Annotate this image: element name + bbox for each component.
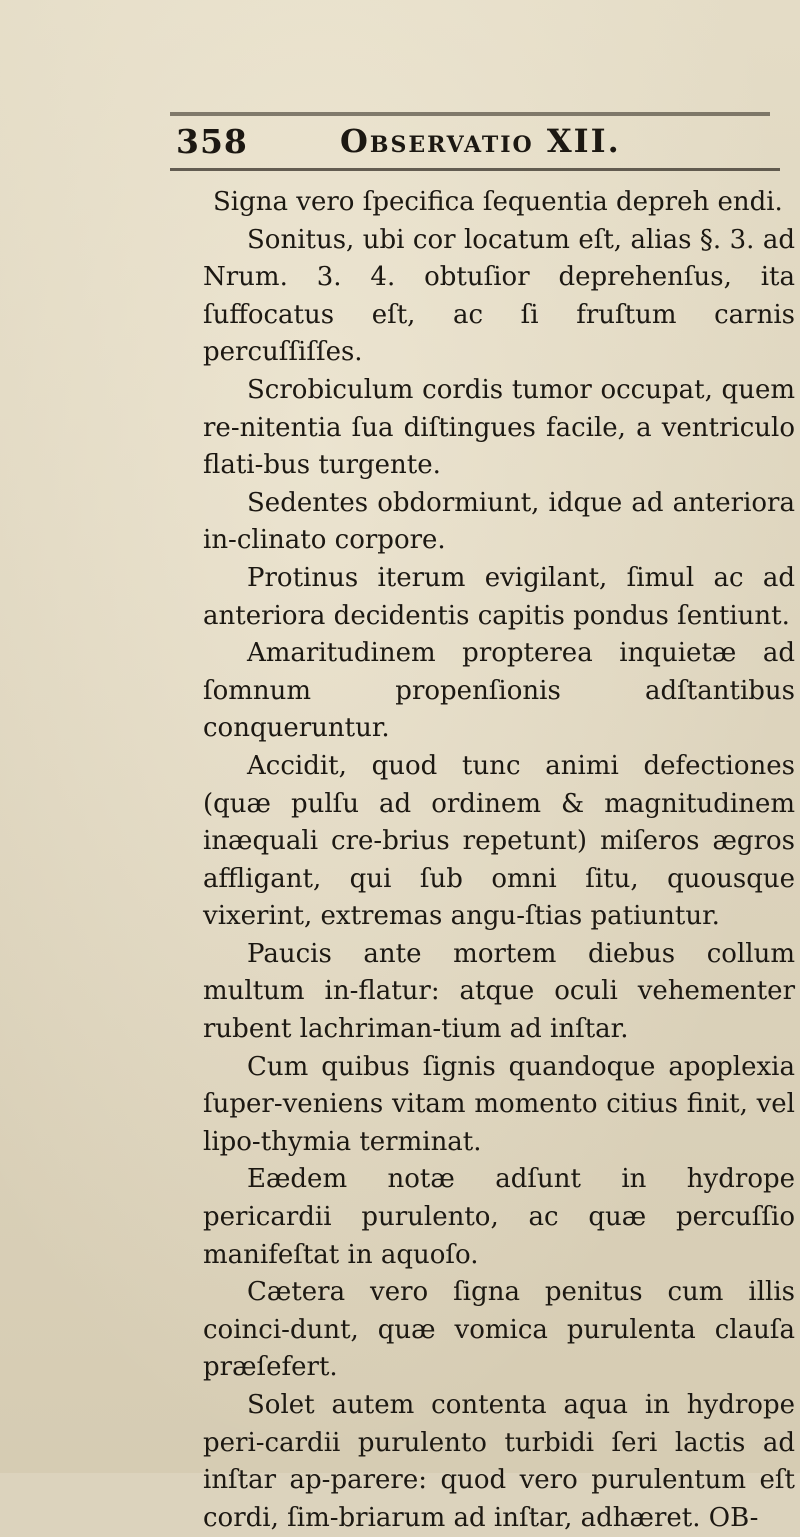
paragraph: Sedentes obdormiunt, idque ad anteriora in-clinato corpore. <box>203 487 795 556</box>
running-title: Observatio XII. <box>340 122 621 160</box>
paragraph: Solet autem contenta aqua in hydrope peri-cardii purulento turbidi ſeri lactis ad inſtar ap-parere: quod vero purulentum eſt cordi, ſim-briarum ad inſtar, adhæret. OB- <box>203 1390 795 1533</box>
header-rule <box>170 168 780 171</box>
paragraph: Cum quibus ſignis quandoque apoplexia ſuper-veniens vitam momento citius finit, vel lipo-thymia terminat. <box>203 1051 795 1157</box>
paragraph: Sonitus, ubi cor locatum eſt, alias §. 3. ad Nrum. 3. 4. obtuſior deprehenſus, ita ſuffocatus eſt, ac ſi fruſtum carnis percuſſiſſes. <box>203 224 795 368</box>
page-header <box>176 122 736 168</box>
paragraph: Accidit, quod tunc animi defectiones (quæ pulſu ad ordinem & magnitudinem inæquali cre-brius repetunt) miſeros ægros affligant, qui ſub omni ſitu, quousque vixerint, extremas angu-ſtias patiuntur. <box>203 750 795 932</box>
page-number: 358 <box>176 122 248 161</box>
paragraph: Paucis ante mortem diebus collum multum in-flatur: atque oculi vehementer rubent lachriman-tium ad inſtar. <box>203 938 795 1045</box>
paragraph: Cætera vero ſigna penitus cum illis coinci-dunt, quæ vomica purulenta clauſa præſefert. <box>203 1277 795 1383</box>
paragraph: Protinus iterum evigilant, ſimul ac ad anteriora decidentis capitis pondus ſentiunt. <box>203 562 795 631</box>
paragraph: Scrobiculum cordis tumor occupat, quem re-nitentia ſua diſtingues facile, a ventriculo flati-bus turgente. <box>203 374 795 481</box>
body-text <box>203 184 795 1533</box>
paragraph: Eædem notæ adſunt in hydrope pericardii purulento, ac quæ percuſſio manifeſtat in aquoſo. <box>203 1164 795 1270</box>
top-rule <box>170 112 770 116</box>
paragraph: Amaritudinem propterea inquietæ ad ſomnum propenſionis adſtantibus conqueruntur. <box>203 638 795 744</box>
paragraph: Signa vero ſpecifica ſequentia depreh endi. <box>213 187 783 217</box>
